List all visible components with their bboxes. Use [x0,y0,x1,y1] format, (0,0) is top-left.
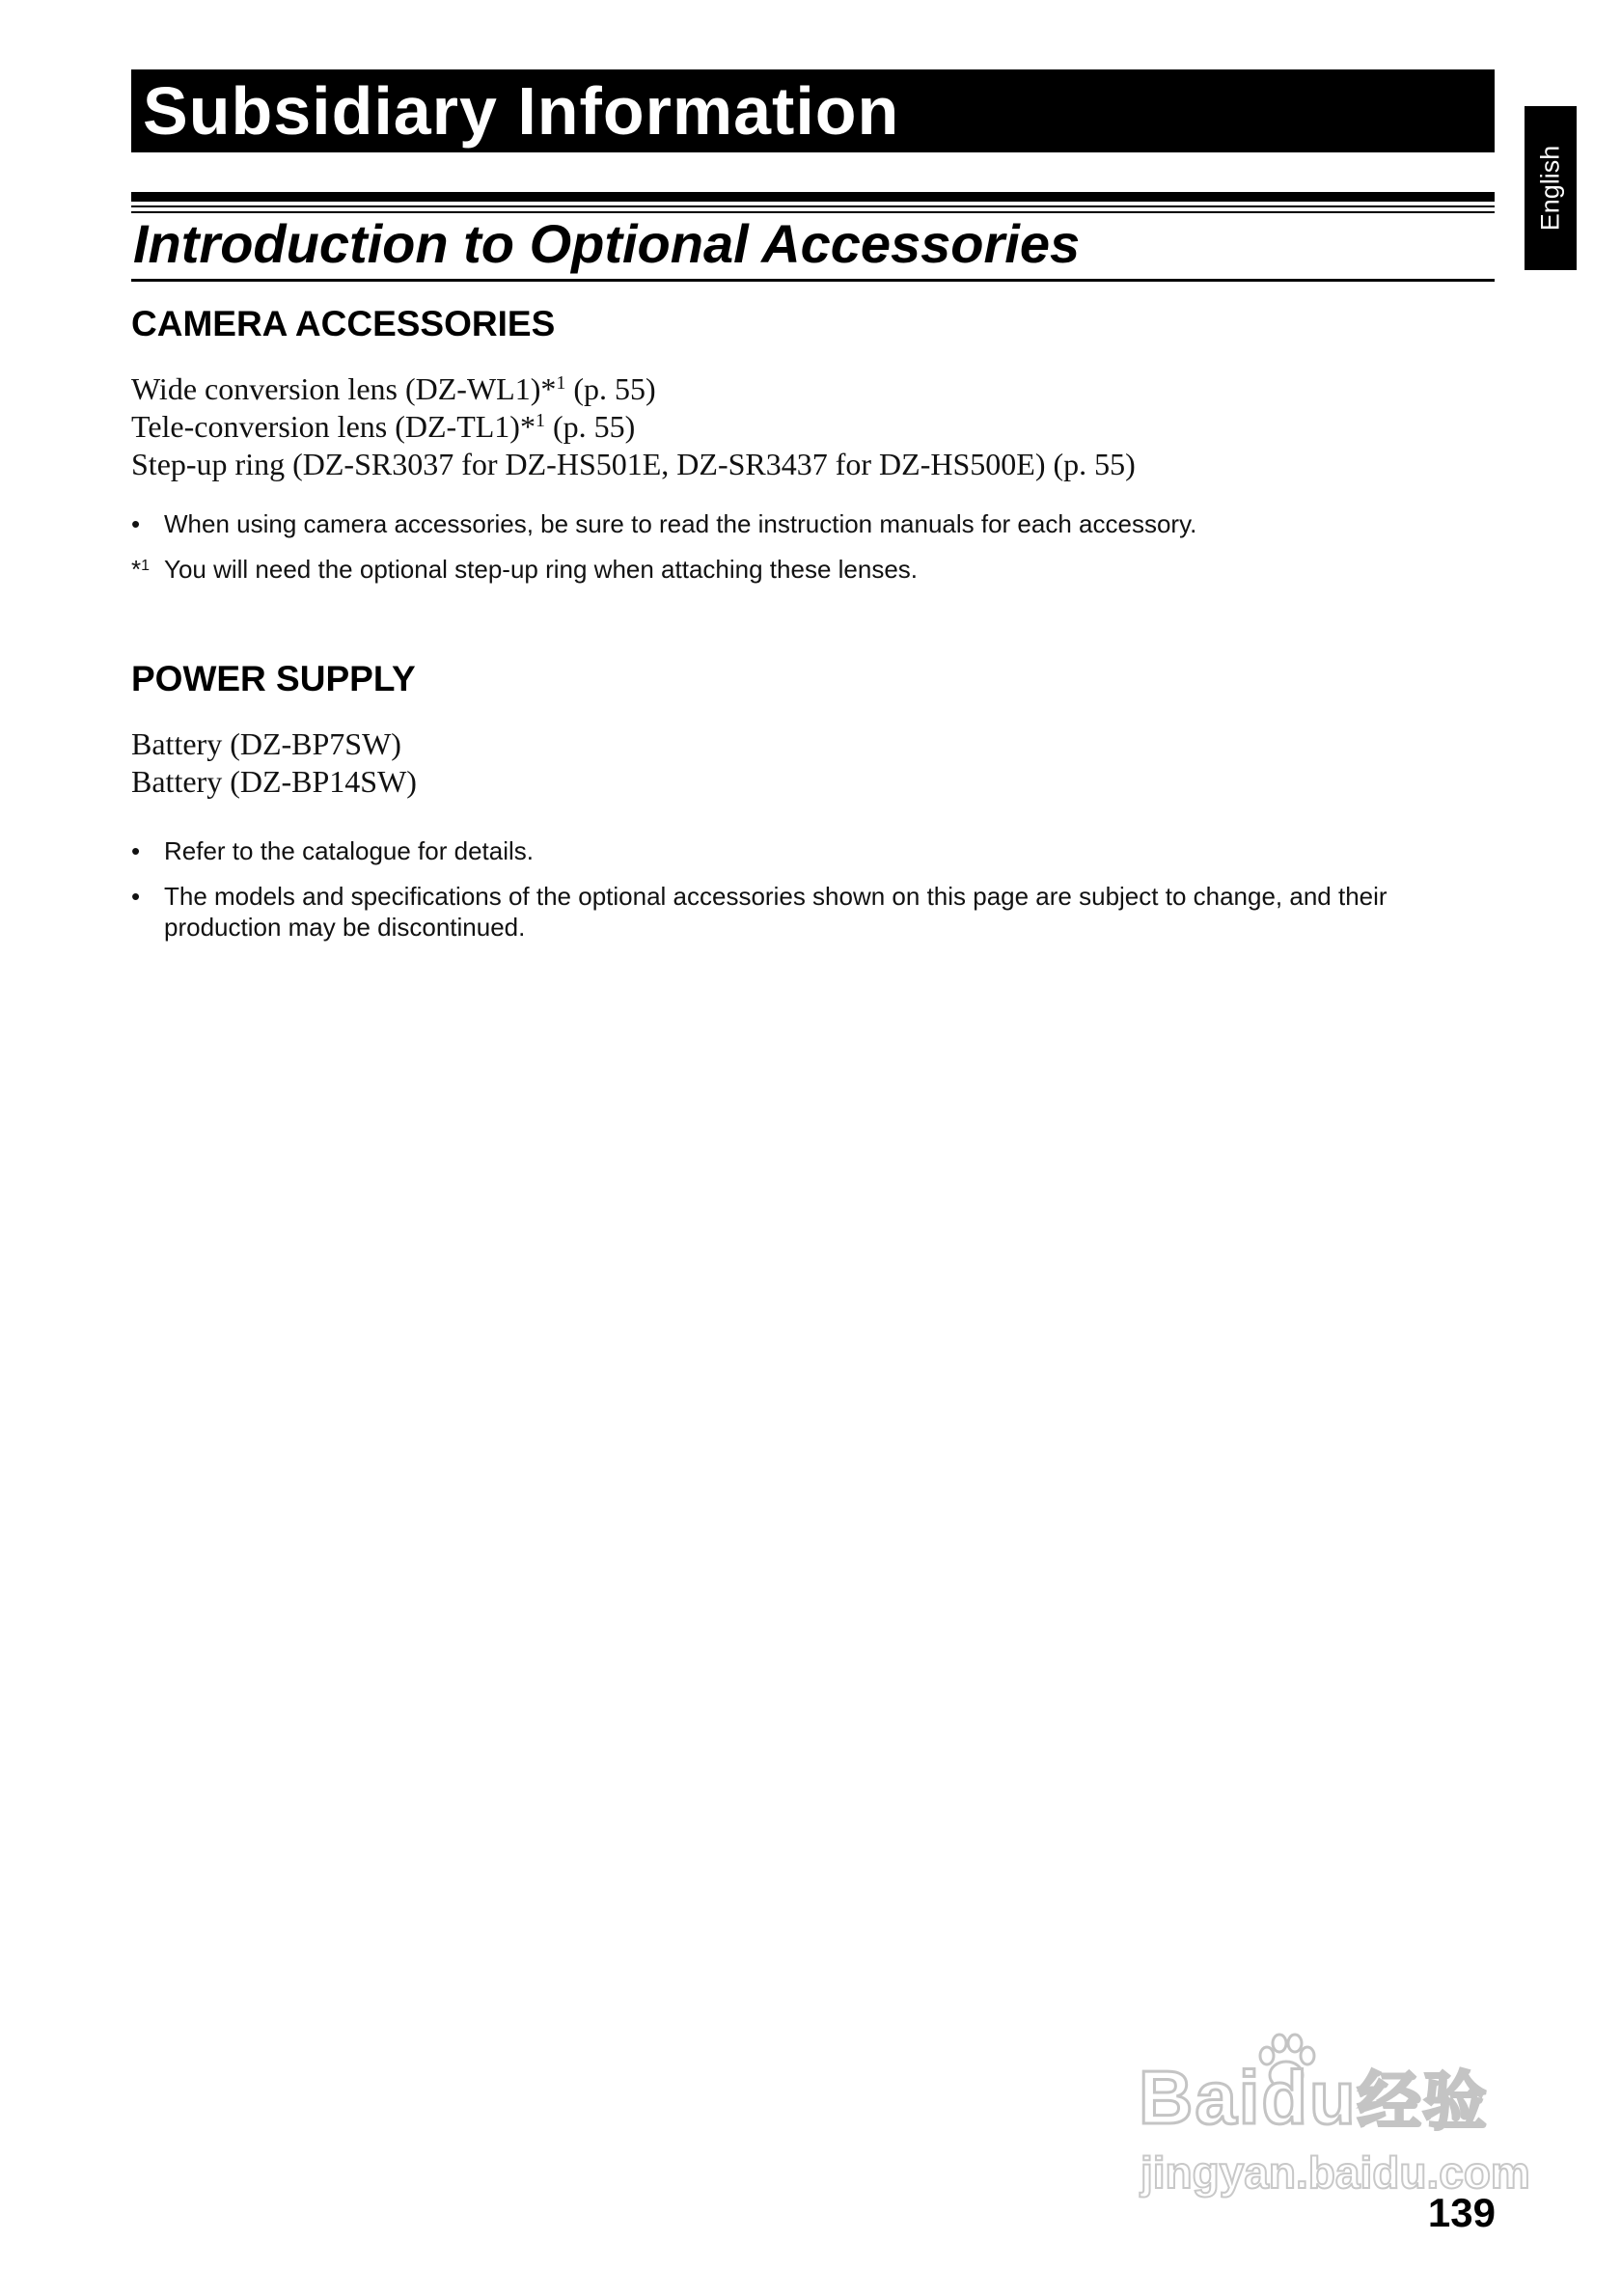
language-tab-label: English [1535,145,1565,232]
section-title: Introduction to Optional Accessories [133,213,1081,274]
accessory-item-text: Step-up ring (DZ-SR3037 for DZ-HS501E, DZ-SR3437 for DZ-HS500E) (p. 55) [131,447,1136,481]
accessory-item-text: Tele-conversion lens (DZ-TL1)* [131,409,536,444]
footnote-item [131,554,1501,585]
accessory-item [131,370,656,407]
bullet-marker: • [131,509,141,538]
bullet-marker: • [131,882,141,911]
note-item [131,835,1501,866]
footnote-text: You will need the optional step-up ring when attaching these lenses. [164,555,919,584]
note-text: Refer to the catalogue for details. [164,836,535,865]
note-item [131,881,1501,943]
chapter-title-bar [131,69,1495,152]
power-item: Battery (DZ-BP14SW) [131,764,417,799]
note-item [131,508,1501,539]
section-rule-thick [131,192,1495,202]
power-item: Battery (DZ-BP7SW) [131,726,401,761]
accessory-item [131,446,1136,482]
language-tab [1525,106,1577,270]
page-number: 139 [1427,2190,1496,2235]
note-text: When using camera accessories, be sure to read the instruction manuals for each accessory. [164,509,1197,538]
footnote-ref: 1 [535,410,545,431]
note-text: The models and specifications of the optional accessories shown on this page are subject to change, and their production may be discontinued. [164,882,1387,942]
power-supply-heading: POWER SUPPLY [131,659,416,698]
section-rule-thin [131,205,1495,207]
bullet-marker: • [131,836,141,865]
watermark-brand: Baidu经验 [1139,2055,1489,2140]
footnote-ref: 1 [556,372,566,394]
baidu-watermark [1139,2031,1530,2204]
accessory-item-text: Wide conversion lens (DZ-WL1)* [131,371,557,406]
footnote-marker: *$^1$ [131,555,151,584]
accessory-item-page-ref: (p. 55) [544,409,636,444]
accessory-item [131,408,635,445]
section-underline [131,279,1495,282]
chapter-title: Subsidiary Information [143,73,900,149]
watermark-url: jingyan.baidu.com [1140,2147,1530,2198]
camera-accessories-heading: CAMERA ACCESSORIES [131,304,556,343]
accessory-item-page-ref: (p. 55) [565,371,656,406]
